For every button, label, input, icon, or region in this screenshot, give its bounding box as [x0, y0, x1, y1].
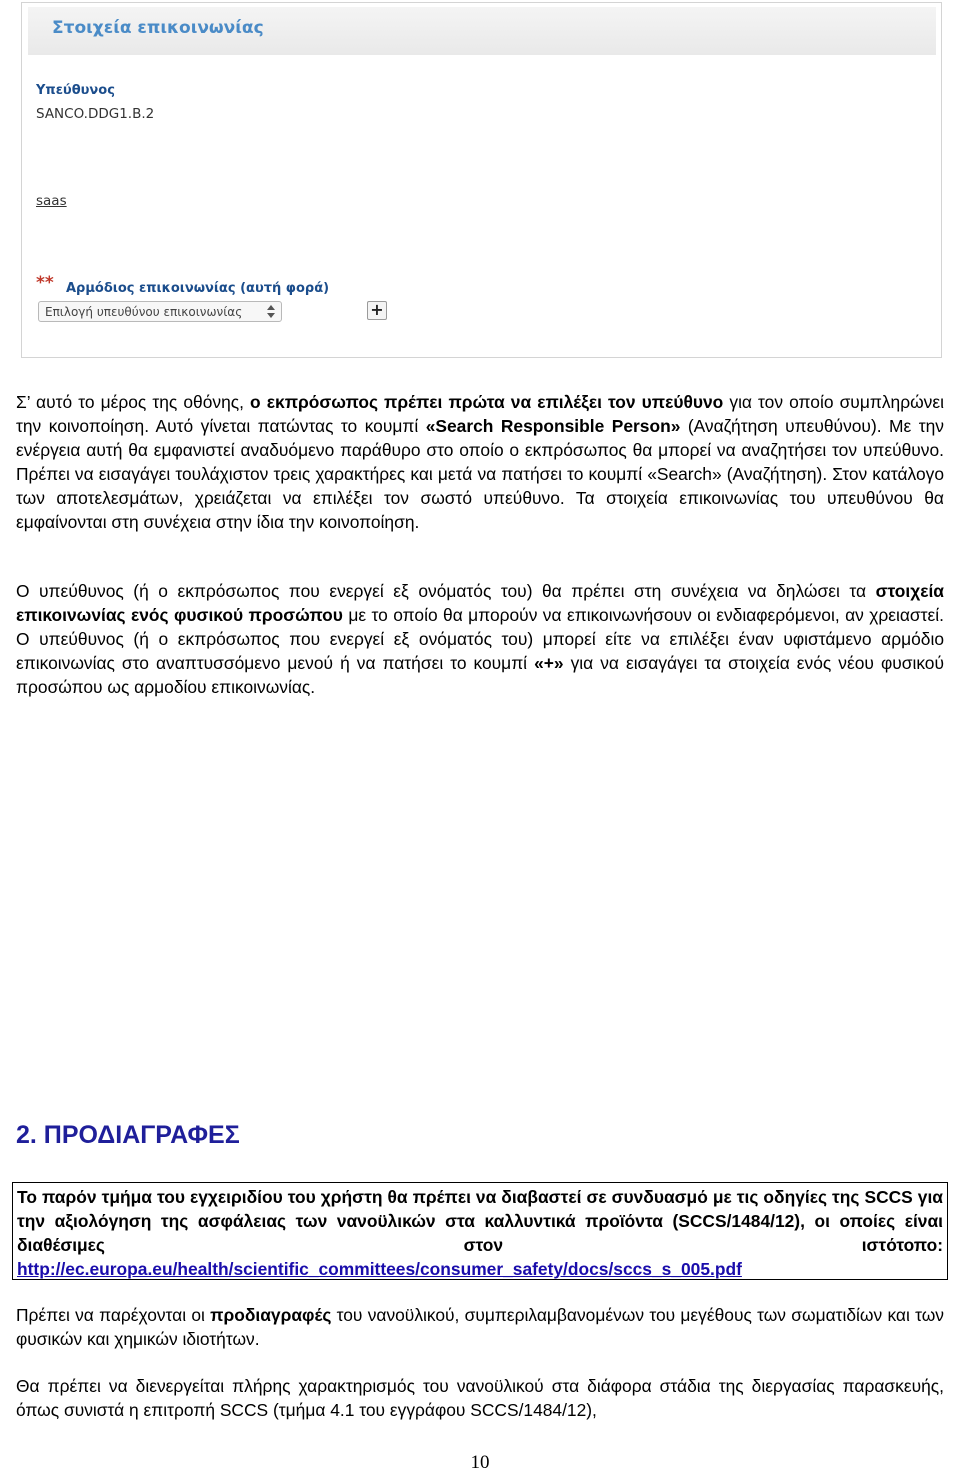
panel-header — [28, 7, 936, 55]
responsible-label: Υπεύθυνος — [36, 83, 115, 98]
p2-text-1: Ο υπεύθυνος (ή ο εκπρόσωπος που ενεργεί εξ ονόματός του) θα πρέπει στη συνέχεια να δηλώσει τα — [16, 581, 876, 601]
guidance-link[interactable]: http://ec.europa.eu/health/scientific_committees/consumer_safety/docs/sccs_s_005.pdf — [17, 1259, 742, 1279]
p3-text-1: Πρέπει να παρέχονται οι — [16, 1305, 211, 1325]
add-contact-button[interactable]: + — [367, 301, 387, 320]
note-box — [12, 1182, 948, 1280]
select-arrows-icon — [267, 304, 275, 319]
section-heading: 2. ΠΡΟΔΙΑΓΡΑΦΕΣ — [16, 1121, 240, 1149]
p2-bold-1: στοιχεία επικοινωνίας ενός φυσικού προσώπου — [16, 581, 944, 625]
paragraph-2 — [16, 579, 944, 699]
p1-text-3: (Αναζήτηση υπευθύνου). Με την ενέργεια αυτή θα εμφανιστεί αναδυόμενο παράθυρο στο οποίο ο εκπρόσωπος θα μπορεί να αναζητήσει τον υπεύθυνο. Πρέπει να εισαγάγει τουλάχιστον τρεις χαρακτήρες και μετά να πατήσει το κουμπί «Search» (Αναζήτηση). Στον κατάλογο των αποτελεσμάτων, χρειάζεται να επιλέξει τον σωστό υπεύθυνο. Τα στοιχεία επικοινωνίας του υπευθύνου θα εμφαίνονται στη συνέχεια στην ίδια την κοινοποίηση. — [16, 416, 944, 532]
form-screenshot — [21, 2, 942, 358]
page-number: 10 — [470, 1452, 490, 1473]
contact-select[interactable] — [38, 301, 282, 322]
contact-select-value: Επιλογή υπευθύνου επικοινωνίας — [45, 305, 243, 319]
responsible-value: SANCO.DDG1.B.2 — [36, 106, 155, 122]
contact-label: Αρμόδιος επικοινωνίας (αυτή φορά) — [66, 281, 330, 296]
paragraph-4: Θα πρέπει να διενεργείται πλήρης χαρακτηρισμός του νανοϋλικού στα διάφορα στάδια της διεργασίας παρασκευής, όπως συνιστά η επιτροπή SCCS (τμήμα 4.1 του εγγράφου SCCS/1484/12), — [16, 1376, 944, 1420]
paragraph-3 — [16, 1303, 944, 1351]
p2-text-3: για να εισαγάγει τα στοιχεία ενός νέου φυσικού προσώπου ως αρμοδίου επικοινωνίας. — [16, 653, 944, 697]
required-marker: ** — [36, 273, 54, 293]
p1-bold-2: «Search Responsible Person» — [425, 416, 681, 436]
p2-text-2: με το οποίο θα μπορούν να επικοινωνήσουν οι ενδιαφερόμενοι, αν χρειαστεί. Ο υπεύθυνος (ή ο εκπρόσωπος που ενεργεί εξ ονόματός του) μπορεί είτε να επιλέξει έναν υφιστάμενο αρμόδιο επικοινωνίας στο αναπτυσσόμενο μενού ή να πατήσει το κουμπί — [16, 605, 944, 673]
note-text: Το παρόν τμήμα του εγχειριδίου του χρήστη θα πρέπει να διαβαστεί σε συνδυασμό με τις οδηγίες της SCCS για την αξιολόγηση της ασφάλειας των νανοϋλικών στα καλλυντικά προϊόντα (SCCS/1484/12), οι οποίες είναι διαθέσιμες στον ιστότοπο: — [17, 1187, 943, 1255]
p1-text-2: για τον οποίο συμπληρώνει την κοινοποίηση. Αυτό γίνεται πατώντας το κουμπί — [16, 392, 944, 436]
p1-bold-1: ο εκπρόσωπος πρέπει πρώτα να επιλέξει τον υπεύθυνο — [250, 392, 724, 412]
user-link[interactable]: saas — [36, 193, 67, 209]
p3-bold-1: προδιαγραφές — [210, 1305, 332, 1325]
panel-title: Στοιχεία επικοινωνίας — [52, 18, 264, 38]
paragraph-1 — [16, 390, 944, 534]
p1-text-1: Σ’ αυτό το μέρος της οθόνης, — [16, 392, 251, 412]
p2-bold-2: «+» — [534, 653, 564, 673]
p3-text-2: του νανοϋλικού, συμπεριλαμβανομένων του μεγέθους των σωματιδίων και των φυσικών και χημικών ιδιοτήτων. — [16, 1305, 945, 1349]
